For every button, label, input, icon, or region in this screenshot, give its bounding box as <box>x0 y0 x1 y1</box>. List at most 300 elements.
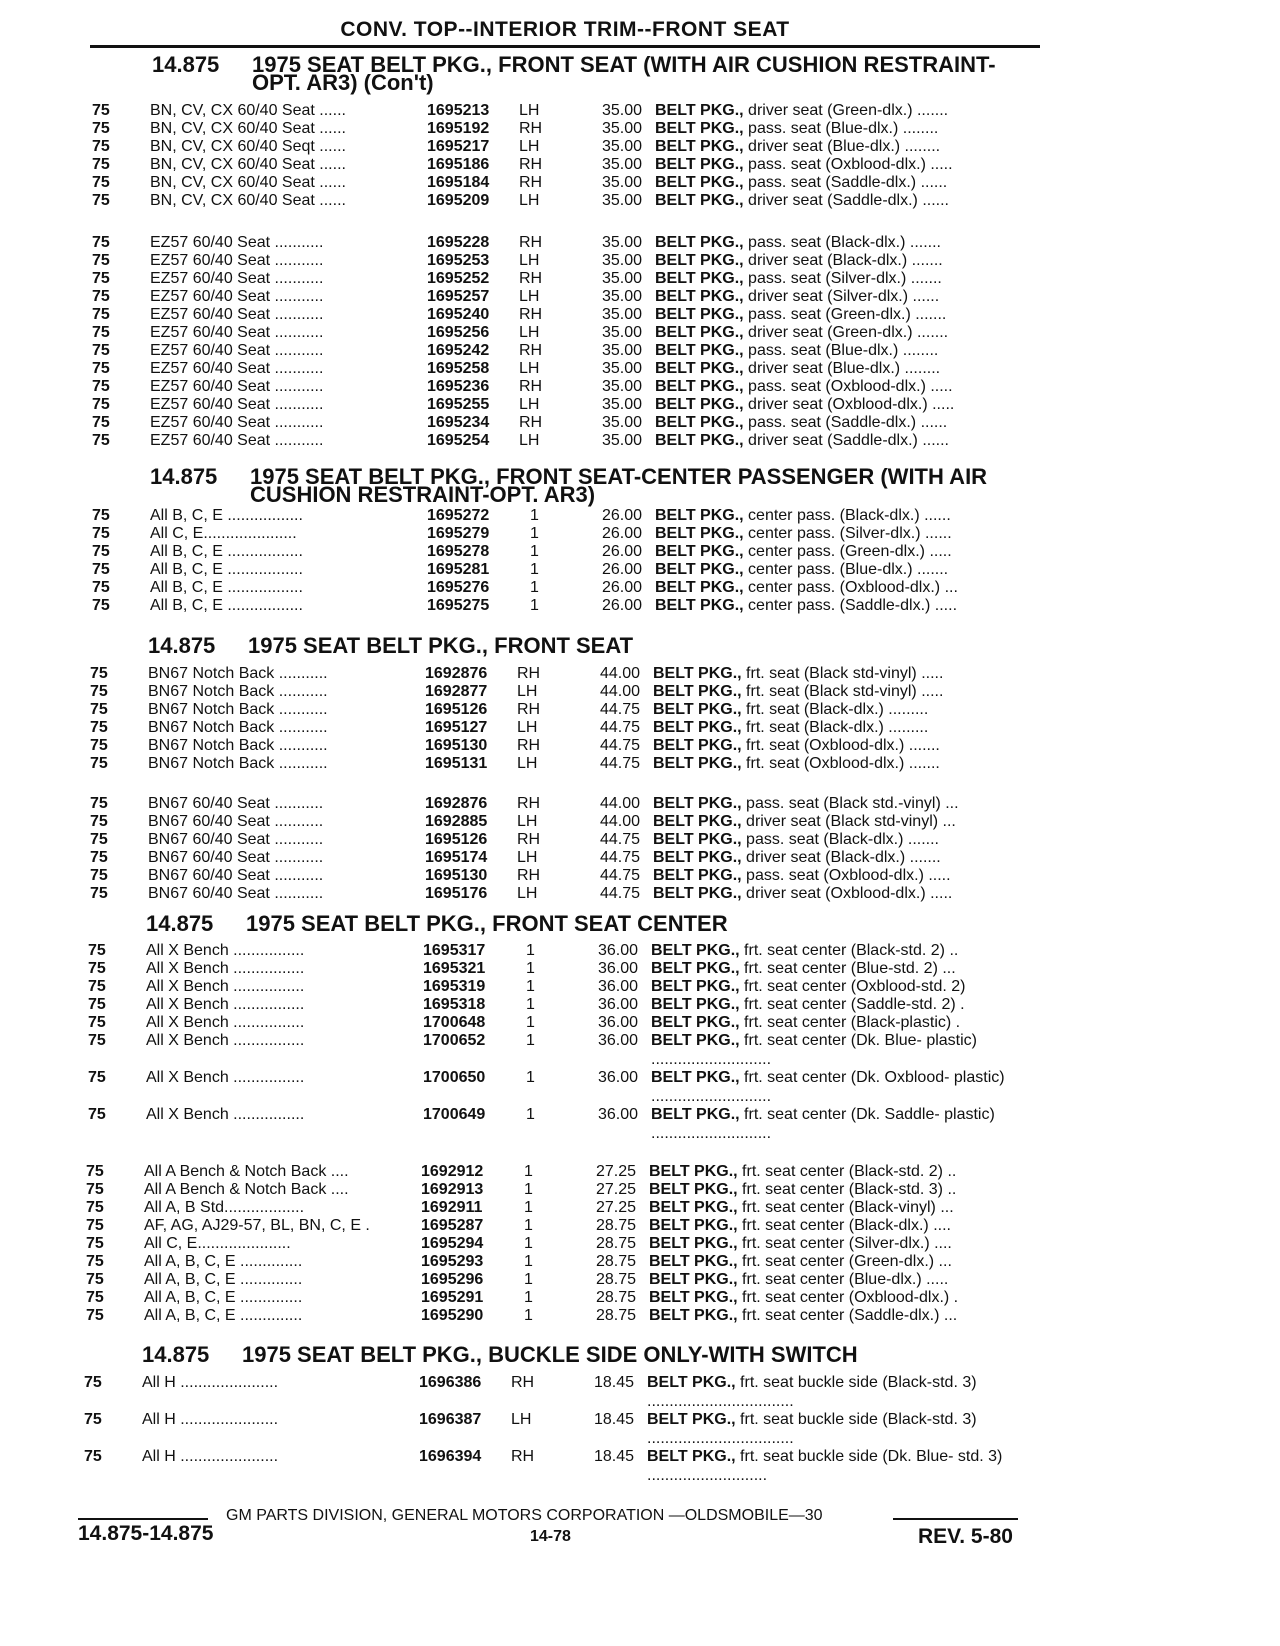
price-cell: 44.75 <box>599 885 640 902</box>
price-cell: 27.25 <box>595 1199 636 1216</box>
description-text: driver seat (Oxblood-dlx.) ..... <box>741 885 953 902</box>
price-cell: 44.75 <box>599 737 640 754</box>
year-cell: 75 <box>90 683 108 700</box>
year-cell: 75 <box>92 342 110 359</box>
model-cell: BN67 Notch Back ........... <box>148 755 328 772</box>
footer-rule-right <box>893 1518 1018 1520</box>
price-cell: 27.25 <box>595 1163 636 1180</box>
description-text: driver seat (Green-dlx.) ....... <box>743 324 949 341</box>
part-number-cell: 1695275 <box>427 597 490 614</box>
model-cell: All A Bench & Notch Back .... <box>144 1181 349 1198</box>
model-cell: All A, B, C, E .............. <box>144 1271 303 1288</box>
description-text: frt. seat (Oxblood-dlx.) ....... <box>741 755 940 772</box>
part-number-cell: 1692912 <box>421 1163 484 1180</box>
part-number-cell: 1695213 <box>427 102 490 119</box>
model-cell: BN, CV, CX 60/40 Seat ...... <box>150 120 346 137</box>
description-text: driver seat (Blue-dlx.) ........ <box>743 360 941 377</box>
part-number-cell: 1695257 <box>427 288 490 305</box>
part-number-cell: 1695130 <box>425 737 488 754</box>
year-cell: 75 <box>92 288 110 305</box>
price-cell: 35.00 <box>601 414 642 431</box>
price-cell: 28.75 <box>595 1253 636 1270</box>
description-text: frt. seat center (Blue-dlx.) ..... <box>737 1271 949 1288</box>
quantity-cell: 1 <box>524 1199 533 1216</box>
year-cell: 75 <box>88 1069 106 1086</box>
model-cell: All C, E..................... <box>144 1235 291 1252</box>
description-prefix: BELT PKG., <box>651 1014 740 1031</box>
model-cell: All A, B, C, E .............. <box>144 1253 303 1270</box>
part-number-cell: 1695217 <box>427 138 490 155</box>
footer-range: 14.875-14.875 <box>78 1522 214 1545</box>
model-cell: All B, C, E ................. <box>150 507 303 524</box>
part-number-cell: 1695130 <box>425 867 488 884</box>
year-cell: 75 <box>92 543 110 560</box>
section-title: 1975 SEAT BELT PKG., FRONT SEAT CENTER <box>246 911 728 936</box>
description-text: frt. seat center (Black-std. 3) .. <box>737 1181 957 1198</box>
part-number-cell: 1695296 <box>421 1271 484 1288</box>
footer-revision: REV. 5-80 <box>918 1525 1013 1548</box>
description-text: frt. seat (Black std-vinyl) ..... <box>741 683 944 700</box>
description-prefix: BELT PKG., <box>655 234 744 251</box>
part-number-cell: 1695293 <box>421 1253 484 1270</box>
description-text: pass. seat (Saddle-dlx.) ...... <box>743 174 948 191</box>
description-text: frt. seat center (Dk. Oxblood- plastic) ........................... <box>651 1069 1005 1105</box>
model-cell: EZ57 60/40 Seat ........... <box>150 306 324 323</box>
quantity-cell: 1 <box>530 597 539 614</box>
description-text: pass. seat (Oxblood-dlx.) ..... <box>741 867 951 884</box>
price-cell: 44.75 <box>599 719 640 736</box>
part-number-cell: 1695290 <box>421 1307 484 1324</box>
price-cell: 27.25 <box>595 1181 636 1198</box>
description-cell <box>651 959 1011 978</box>
part-number-cell: 1695174 <box>425 849 488 866</box>
side-cell: RH <box>519 270 543 287</box>
quantity-cell: 1 <box>524 1163 533 1180</box>
description-text: driver seat (Saddle-dlx.) ...... <box>743 192 949 209</box>
description-prefix: BELT PKG., <box>655 306 744 323</box>
part-number-cell: 1692913 <box>421 1181 484 1198</box>
model-cell: EZ57 60/40 Seat ........... <box>150 396 324 413</box>
side-cell: RH <box>519 342 543 359</box>
year-cell: 75 <box>92 306 110 323</box>
quantity-cell: 1 <box>526 1014 535 1031</box>
price-cell: 28.75 <box>595 1289 636 1306</box>
quantity-cell: 1 <box>530 525 539 542</box>
part-number-cell: 1696394 <box>419 1448 482 1465</box>
side-cell: LH <box>517 683 538 700</box>
model-cell: BN, CV, CX 60/40 Seat ...... <box>150 156 346 173</box>
side-cell: LH <box>519 102 540 119</box>
description-prefix: BELT PKG., <box>655 252 744 269</box>
description-text: driver seat (Silver-dlx.) ...... <box>743 288 940 305</box>
description-cell <box>647 1373 1007 1411</box>
model-cell: All B, C, E ................. <box>150 579 303 596</box>
description-cell <box>649 1288 1009 1307</box>
year-cell: 75 <box>92 138 110 155</box>
year-cell: 75 <box>92 378 110 395</box>
description-prefix: BELT PKG., <box>655 138 744 155</box>
price-cell: 26.00 <box>601 525 642 542</box>
side-cell: RH <box>519 174 543 191</box>
part-number-cell: 1700648 <box>423 1014 486 1031</box>
description-prefix: BELT PKG., <box>655 525 744 542</box>
model-cell: BN67 Notch Back ........... <box>148 665 328 682</box>
description-cell <box>655 173 1015 192</box>
year-cell: 75 <box>86 1163 104 1180</box>
description-prefix: BELT PKG., <box>649 1163 738 1180</box>
year-cell: 75 <box>92 414 110 431</box>
year-cell: 75 <box>88 960 106 977</box>
year-cell: 75 <box>86 1271 104 1288</box>
year-cell: 75 <box>88 978 106 995</box>
side-cell: LH <box>519 360 540 377</box>
quantity-cell: 1 <box>524 1289 533 1306</box>
model-cell: All H ...................... <box>142 1448 279 1465</box>
description-prefix: BELT PKG., <box>653 755 742 772</box>
description-text: pass. seat (Black std.-vinyl) ... <box>741 795 959 812</box>
model-cell: EZ57 60/40 Seat ........... <box>150 270 324 287</box>
price-cell: 26.00 <box>601 579 642 596</box>
description-text: pass. seat (Black-dlx.) ....... <box>741 831 939 848</box>
description-text: frt. seat (Oxblood-dlx.) ....... <box>741 737 940 754</box>
quantity-cell: 1 <box>526 1032 535 1049</box>
year-cell: 75 <box>92 597 110 614</box>
description-text: center pass. (Black-dlx.) ...... <box>743 507 951 524</box>
side-cell: RH <box>519 234 543 251</box>
description-prefix: BELT PKG., <box>653 683 742 700</box>
description-cell <box>649 1216 1009 1235</box>
side-cell: RH <box>519 378 543 395</box>
quantity-cell: 1 <box>524 1217 533 1234</box>
part-number-cell: 1695287 <box>421 1217 484 1234</box>
side-cell: LH <box>517 813 538 830</box>
year-cell: 75 <box>86 1307 104 1324</box>
description-text: driver seat (Blue-dlx.) ........ <box>743 138 941 155</box>
price-cell: 18.45 <box>593 1448 634 1465</box>
price-cell: 26.00 <box>601 561 642 578</box>
year-cell: 75 <box>90 831 108 848</box>
description-text: frt. seat center (Black-plastic) . <box>739 1014 961 1031</box>
part-number-cell: 1700652 <box>423 1032 486 1049</box>
price-cell: 35.00 <box>601 270 642 287</box>
price-cell: 44.75 <box>599 849 640 866</box>
price-cell: 35.00 <box>601 192 642 209</box>
price-cell: 35.00 <box>601 306 642 323</box>
part-number-cell: 1695242 <box>427 342 490 359</box>
side-cell: RH <box>517 737 541 754</box>
description-cell <box>655 305 1015 324</box>
model-cell: EZ57 60/40 Seat ........... <box>150 324 324 341</box>
description-text: driver seat (Black-dlx.) ....... <box>743 252 943 269</box>
side-cell: LH <box>519 432 540 449</box>
part-number-cell: 1700650 <box>423 1069 486 1086</box>
part-number-cell: 1695254 <box>427 432 490 449</box>
description-text: frt. seat (Black-dlx.) ......... <box>741 719 929 736</box>
year-cell: 75 <box>90 737 108 754</box>
description-prefix: BELT PKG., <box>655 342 744 359</box>
section-title: 1975 SEAT BELT PKG., FRONT SEAT (WITH AIR CUSHION RESTRAINT- <box>252 52 996 77</box>
part-number-cell: 1695236 <box>427 378 490 395</box>
description-cell <box>653 700 1013 719</box>
price-cell: 36.00 <box>597 996 638 1013</box>
part-number-cell: 1695278 <box>427 543 490 560</box>
page-title: CONV. TOP--INTERIOR TRIM--FRONT SEAT <box>340 18 790 41</box>
year-cell: 75 <box>90 885 108 902</box>
year-cell: 75 <box>84 1411 102 1428</box>
description-cell <box>647 1447 1007 1485</box>
year-cell: 75 <box>92 525 110 542</box>
description-cell <box>649 1198 1009 1217</box>
description-cell <box>655 341 1015 360</box>
part-number-cell: 1695318 <box>423 996 486 1013</box>
part-number-cell: 1695319 <box>423 978 486 995</box>
description-prefix: BELT PKG., <box>649 1181 738 1198</box>
description-prefix: BELT PKG., <box>655 561 744 578</box>
side-cell: RH <box>517 831 541 848</box>
side-cell: LH <box>517 849 538 866</box>
price-cell: 28.75 <box>595 1217 636 1234</box>
year-cell: 75 <box>92 234 110 251</box>
description-cell <box>655 431 1015 450</box>
year-cell: 75 <box>90 665 108 682</box>
price-cell: 36.00 <box>597 960 638 977</box>
description-prefix: BELT PKG., <box>655 396 744 413</box>
description-cell <box>647 1410 1007 1448</box>
description-text: driver seat (Oxblood-dlx.) ..... <box>743 396 955 413</box>
description-text: frt. seat center (Blue-std. 2) ... <box>739 960 956 977</box>
section-code: 14.875 <box>152 52 220 77</box>
description-prefix: BELT PKG., <box>655 270 744 287</box>
description-text: frt. seat center (Saddle-dlx.) ... <box>737 1307 958 1324</box>
footer-rule-left <box>78 1518 208 1520</box>
description-prefix: BELT PKG., <box>653 665 742 682</box>
description-prefix: BELT PKG., <box>653 867 742 884</box>
price-cell: 26.00 <box>601 543 642 560</box>
model-cell: All A, B, C, E .............. <box>144 1307 303 1324</box>
description-prefix: BELT PKG., <box>655 414 744 431</box>
description-prefix: BELT PKG., <box>649 1271 738 1288</box>
description-prefix: BELT PKG., <box>649 1289 738 1306</box>
description-cell <box>653 794 1013 813</box>
price-cell: 35.00 <box>601 138 642 155</box>
model-cell: All B, C, E ................. <box>150 561 303 578</box>
part-number-cell: 1695127 <box>425 719 488 736</box>
year-cell: 75 <box>88 942 106 959</box>
description-cell <box>655 506 1015 525</box>
year-cell: 75 <box>88 1106 106 1123</box>
description-text: pass. seat (Blue-dlx.) ........ <box>743 120 939 137</box>
side-cell: RH <box>517 867 541 884</box>
part-number-cell: 1692877 <box>425 683 488 700</box>
description-cell <box>655 377 1015 396</box>
year-cell: 75 <box>92 507 110 524</box>
price-cell: 44.00 <box>599 813 640 830</box>
year-cell: 75 <box>92 432 110 449</box>
description-text: center pass. (Blue-dlx.) ....... <box>743 561 949 578</box>
description-text: frt. seat center (Dk. Saddle- plastic) ........................... <box>651 1106 995 1142</box>
quantity-cell: 1 <box>526 942 535 959</box>
quantity-cell: 1 <box>524 1235 533 1252</box>
description-prefix: BELT PKG., <box>653 737 742 754</box>
description-text: frt. seat center (Dk. Blue- plastic) ........................... <box>651 1032 977 1068</box>
year-cell: 75 <box>92 324 110 341</box>
description-cell <box>655 359 1015 378</box>
year-cell: 75 <box>92 270 110 287</box>
side-cell: RH <box>517 795 541 812</box>
quantity-cell: 1 <box>524 1253 533 1270</box>
part-number-cell: 1695279 <box>427 525 490 542</box>
description-cell <box>649 1306 1009 1325</box>
year-cell: 75 <box>88 1032 106 1049</box>
part-number-cell: 1695234 <box>427 414 490 431</box>
price-cell: 35.00 <box>601 432 642 449</box>
part-number-cell: 1695253 <box>427 252 490 269</box>
description-text: center pass. (Saddle-dlx.) ..... <box>743 597 958 614</box>
side-cell: LH <box>519 396 540 413</box>
price-cell: 18.45 <box>593 1374 634 1391</box>
description-prefix: BELT PKG., <box>655 102 744 119</box>
part-number-cell: 1695256 <box>427 324 490 341</box>
side-cell: LH <box>519 138 540 155</box>
side-cell: LH <box>519 288 540 305</box>
description-prefix: BELT PKG., <box>655 288 744 305</box>
price-cell: 36.00 <box>597 1069 638 1086</box>
part-number-cell: 1692885 <box>425 813 488 830</box>
description-prefix: BELT PKG., <box>651 1069 740 1086</box>
quantity-cell: 1 <box>530 507 539 524</box>
year-cell: 75 <box>92 156 110 173</box>
model-cell: BN67 Notch Back ........... <box>148 719 328 736</box>
description-cell <box>655 191 1015 210</box>
model-cell: BN, CV, CX 60/40 Seat ...... <box>150 192 346 209</box>
description-text: frt. seat (Black std-vinyl) ..... <box>741 665 944 682</box>
price-cell: 35.00 <box>601 288 642 305</box>
description-cell <box>655 395 1015 414</box>
section-code: 14.875 <box>148 633 216 658</box>
part-number-cell: 1695272 <box>427 507 490 524</box>
part-number-cell: 1695176 <box>425 885 488 902</box>
description-text: pass. seat (Saddle-dlx.) ...... <box>743 414 948 431</box>
description-cell <box>655 101 1015 120</box>
part-number-cell: 1695294 <box>421 1235 484 1252</box>
model-cell: All X Bench ................ <box>146 1069 305 1086</box>
description-prefix: BELT PKG., <box>653 795 742 812</box>
description-cell <box>653 884 1013 903</box>
price-cell: 44.75 <box>599 831 640 848</box>
model-cell: BN67 60/40 Seat ........... <box>148 885 324 902</box>
model-cell: BN67 Notch Back ........... <box>148 701 328 718</box>
description-cell <box>651 977 1011 996</box>
description-cell <box>653 812 1013 831</box>
part-number-cell: 1695281 <box>427 561 490 578</box>
part-number-cell: 1695321 <box>423 960 486 977</box>
quantity-cell: 1 <box>526 960 535 977</box>
description-prefix: BELT PKG., <box>649 1217 738 1234</box>
model-cell: EZ57 60/40 Seat ........... <box>150 360 324 377</box>
description-prefix: BELT PKG., <box>649 1307 738 1324</box>
description-text: driver seat (Green-dlx.) ....... <box>743 102 949 119</box>
price-cell: 28.75 <box>595 1235 636 1252</box>
model-cell: All X Bench ................ <box>146 1014 305 1031</box>
description-prefix: BELT PKG., <box>655 174 744 191</box>
part-number-cell: 1695258 <box>427 360 490 377</box>
year-cell: 75 <box>88 996 106 1013</box>
side-cell: RH <box>517 701 541 718</box>
quantity-cell: 1 <box>524 1271 533 1288</box>
model-cell: All X Bench ................ <box>146 1032 305 1049</box>
model-cell: All C, E..................... <box>150 525 297 542</box>
description-prefix: BELT PKG., <box>651 978 740 995</box>
part-number-cell: 1695131 <box>425 755 488 772</box>
side-cell: LH <box>519 252 540 269</box>
description-text: frt. seat center (Oxblood-dlx.) . <box>737 1289 959 1306</box>
description-cell <box>655 287 1015 306</box>
section-title-cont: OPT. AR3) (Con't) <box>252 70 434 95</box>
description-text: pass. seat (Oxblood-dlx.) ..... <box>743 156 953 173</box>
description-prefix: BELT PKG., <box>655 120 744 137</box>
description-prefix: BELT PKG., <box>649 1235 738 1252</box>
quantity-cell: 1 <box>526 1069 535 1086</box>
description-prefix: BELT PKG., <box>655 156 744 173</box>
description-cell <box>649 1180 1009 1199</box>
part-number-cell: 1695126 <box>425 831 488 848</box>
year-cell: 75 <box>86 1235 104 1252</box>
description-prefix: BELT PKG., <box>653 813 742 830</box>
description-prefix: BELT PKG., <box>653 885 742 902</box>
description-prefix: BELT PKG., <box>651 1032 740 1049</box>
model-cell: All X Bench ................ <box>146 996 305 1013</box>
year-cell: 75 <box>92 252 110 269</box>
model-cell: All X Bench ................ <box>146 1106 305 1123</box>
model-cell: All H ...................... <box>142 1374 279 1391</box>
model-cell: BN, CV, CX 60/40 Seqt ...... <box>150 138 346 155</box>
year-cell: 75 <box>90 795 108 812</box>
model-cell: BN67 Notch Back ........... <box>148 737 328 754</box>
year-cell: 75 <box>90 701 108 718</box>
part-number-cell: 1695209 <box>427 192 490 209</box>
model-cell: AF, AG, AJ29-57, BL, BN, C, E . <box>144 1217 370 1234</box>
model-cell: All X Bench ................ <box>146 978 305 995</box>
year-cell: 75 <box>92 174 110 191</box>
quantity-cell: 1 <box>526 978 535 995</box>
description-cell <box>655 560 1015 579</box>
description-cell <box>655 251 1015 270</box>
quantity-cell: 1 <box>530 579 539 596</box>
price-cell: 36.00 <box>597 1032 638 1049</box>
model-cell: BN67 60/40 Seat ........... <box>148 849 324 866</box>
model-cell: All X Bench ................ <box>146 960 305 977</box>
section-title: 1975 SEAT BELT PKG., BUCKLE SIDE ONLY-WITH SWITCH <box>242 1342 858 1367</box>
part-number-cell: 1695291 <box>421 1289 484 1306</box>
description-text: center pass. (Silver-dlx.) ...... <box>743 525 952 542</box>
description-text: driver seat (Saddle-dlx.) ...... <box>743 432 949 449</box>
year-cell: 75 <box>84 1374 102 1391</box>
description-text: pass. seat (Oxblood-dlx.) ..... <box>743 378 953 395</box>
description-cell <box>651 1013 1011 1032</box>
quantity-cell: 1 <box>530 543 539 560</box>
year-cell: 75 <box>92 192 110 209</box>
year-cell: 75 <box>86 1253 104 1270</box>
model-cell: BN67 60/40 Seat ........... <box>148 867 324 884</box>
price-cell: 28.75 <box>595 1307 636 1324</box>
description-text: frt. seat (Black-dlx.) ......... <box>741 701 929 718</box>
description-cell <box>653 718 1013 737</box>
section-code: 14.875 <box>150 464 218 489</box>
price-cell: 35.00 <box>601 252 642 269</box>
description-text: center pass. (Green-dlx.) ..... <box>743 543 952 560</box>
description-prefix: BELT PKG., <box>655 507 744 524</box>
price-cell: 35.00 <box>601 174 642 191</box>
